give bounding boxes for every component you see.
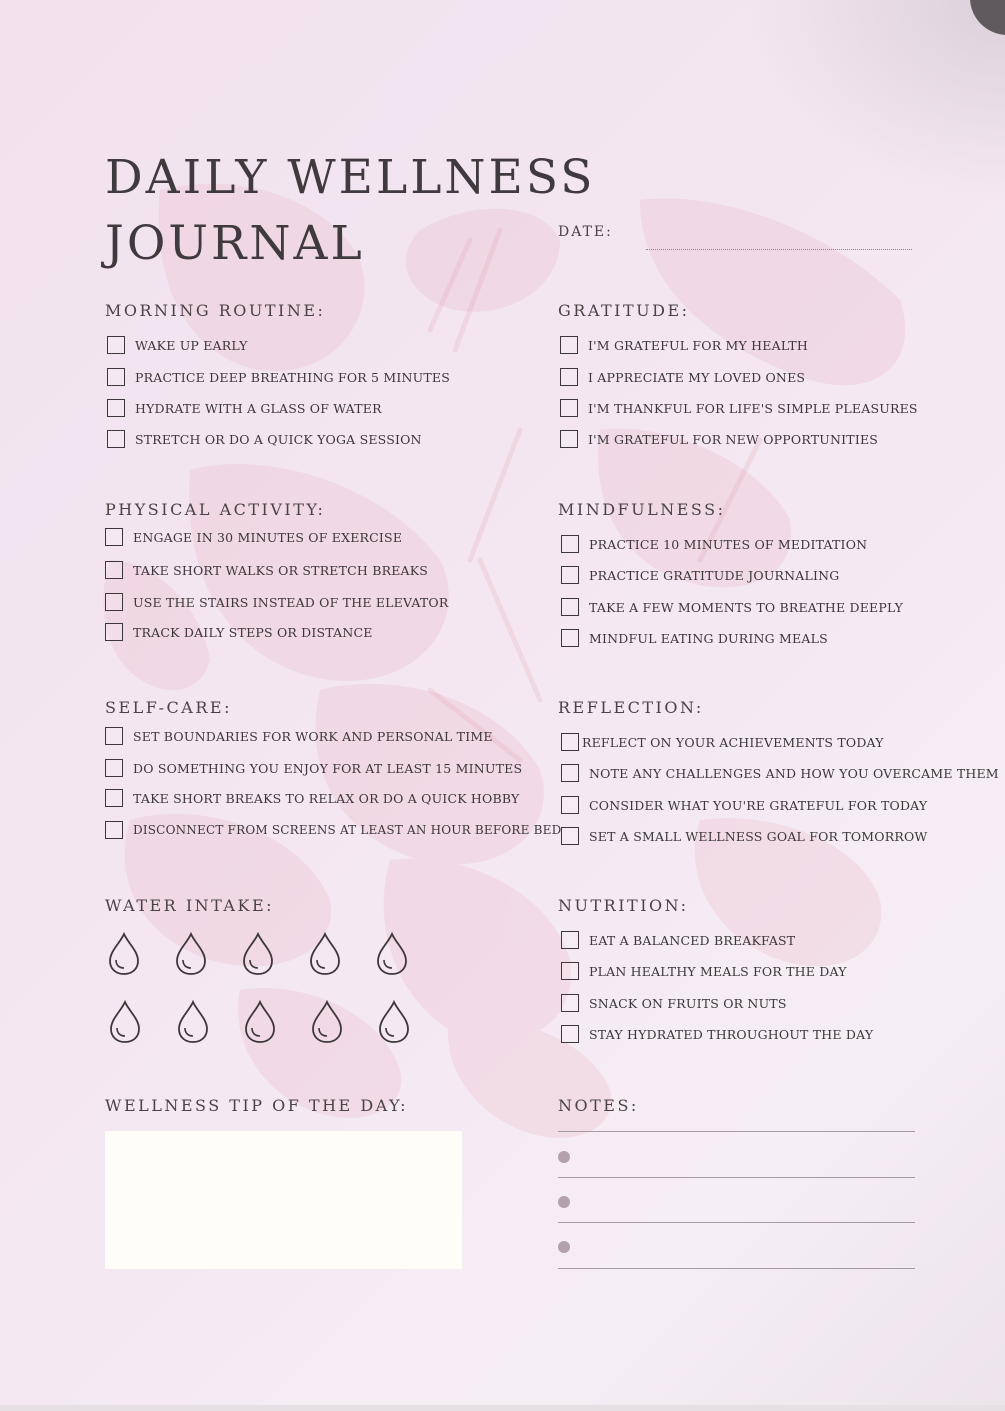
water-drop-icon[interactable] — [176, 1000, 210, 1044]
list-item: TRACK DAILY STEPS OR DISTANCE — [105, 623, 373, 641]
checkbox-icon[interactable] — [105, 727, 123, 745]
water-drop-icon[interactable] — [308, 932, 342, 976]
checkbox-icon[interactable] — [560, 336, 578, 354]
list-item: PLAN HEALTHY MEALS FOR THE DAY — [561, 962, 847, 980]
water-intake-heading: WATER INTAKE: — [105, 896, 275, 915]
list-item: EAT A BALANCED BREAKFAST — [561, 931, 795, 949]
checkbox-icon[interactable] — [105, 528, 123, 546]
checkbox-icon[interactable] — [105, 623, 123, 641]
list-item: SET A SMALL WELLNESS GOAL FOR TOMORROW — [561, 827, 927, 845]
list-item: ENGAGE IN 30 MINUTES OF EXERCISE — [105, 528, 402, 546]
checkbox-icon[interactable] — [107, 336, 125, 354]
checkbox-icon[interactable] — [561, 598, 579, 616]
bullet-dot-icon — [558, 1196, 570, 1208]
nutrition-heading: NUTRITION: — [558, 896, 689, 915]
water-drop-icon[interactable] — [241, 932, 275, 976]
list-item: DO SOMETHING YOU ENJOY FOR AT LEAST 15 MINUTES — [105, 759, 522, 777]
list-item: TAKE A FEW MOMENTS TO BREATHE DEEPLY — [561, 598, 903, 616]
mindfulness-heading: MINDFULNESS: — [558, 500, 726, 519]
water-drop-icon[interactable] — [375, 932, 409, 976]
list-item: I'M GRATEFUL FOR MY HEALTH — [560, 336, 808, 354]
water-drop-icon[interactable] — [107, 932, 141, 976]
water-drop-icon[interactable] — [174, 932, 208, 976]
checkbox-icon[interactable] — [561, 629, 579, 647]
note-line[interactable] — [558, 1131, 915, 1132]
checkbox-icon[interactable] — [107, 368, 125, 386]
list-item: CONSIDER WHAT YOU'RE GRATEFUL FOR TODAY — [561, 796, 927, 814]
water-drop-icon[interactable] — [377, 1000, 411, 1044]
title-line-1: DAILY WELLNESS — [105, 150, 596, 205]
water-drop-icon[interactable] — [310, 1000, 344, 1044]
note-line[interactable] — [558, 1177, 915, 1178]
morning-routine-heading: MORNING ROUTINE: — [105, 301, 326, 320]
bullet-dot-icon — [558, 1241, 570, 1253]
checkbox-icon[interactable] — [105, 561, 123, 579]
list-item: STRETCH OR DO A QUICK YOGA SESSION — [107, 430, 422, 448]
note-line[interactable] — [558, 1268, 915, 1269]
water-drop-icon[interactable] — [108, 1000, 142, 1044]
checkbox-icon[interactable] — [561, 796, 579, 814]
list-item: SET BOUNDARIES FOR WORK AND PERSONAL TIME — [105, 727, 493, 745]
checkbox-icon[interactable] — [561, 994, 579, 1012]
list-item: HYDRATE WITH A GLASS OF WATER — [107, 399, 382, 417]
page-bottom-edge — [0, 1405, 1005, 1411]
date-field[interactable] — [646, 249, 912, 250]
note-line[interactable] — [558, 1222, 915, 1223]
checkbox-icon[interactable] — [105, 821, 123, 839]
checkbox-icon[interactable] — [107, 430, 125, 448]
list-item: I'M GRATEFUL FOR NEW OPPORTUNITIES — [560, 430, 878, 448]
corner-shade — [745, 0, 1005, 200]
page-title — [105, 145, 595, 277]
bullet-dot-icon — [558, 1151, 570, 1163]
reflection-heading: REFLECTION: — [558, 698, 704, 717]
checkbox-icon[interactable] — [561, 733, 579, 751]
title-line-2: JOURNAL — [105, 216, 365, 271]
checkbox-icon[interactable] — [561, 764, 579, 782]
list-item: PRACTICE DEEP BREATHING FOR 5 MINUTES — [107, 368, 450, 386]
checkbox-icon[interactable] — [561, 962, 579, 980]
checkbox-icon[interactable] — [560, 368, 578, 386]
checkbox-icon[interactable] — [560, 399, 578, 417]
list-item: MINDFUL EATING DURING MEALS — [561, 629, 828, 647]
list-item: PRACTICE GRATITUDE JOURNALING — [561, 566, 840, 584]
checkbox-icon[interactable] — [561, 931, 579, 949]
checkbox-icon[interactable] — [561, 1025, 579, 1043]
date-label: DATE: — [558, 224, 613, 240]
list-item: TAKE SHORT WALKS OR STRETCH BREAKS — [105, 561, 428, 579]
list-item: I'M THANKFUL FOR LIFE'S SIMPLE PLEASURES — [560, 399, 918, 417]
checkbox-icon[interactable] — [105, 593, 123, 611]
list-item: I APPRECIATE MY LOVED ONES — [560, 368, 805, 386]
list-item: WAKE UP EARLY — [107, 336, 248, 354]
list-item: DISCONNECT FROM SCREENS AT LEAST AN HOUR BEFORE BED — [105, 821, 561, 839]
list-item: PRACTICE 10 MINUTES OF MEDITATION — [561, 535, 867, 553]
checkbox-icon[interactable] — [107, 399, 125, 417]
checkbox-icon[interactable] — [561, 827, 579, 845]
self-care-heading: SELF-CARE: — [105, 698, 232, 717]
checkbox-icon[interactable] — [561, 535, 579, 553]
checkbox-icon[interactable] — [561, 566, 579, 584]
list-item: USE THE STAIRS INSTEAD OF THE ELEVATOR — [105, 593, 449, 611]
list-item: REFLECT ON YOUR ACHIEVEMENTS TODAY — [561, 733, 884, 751]
checkbox-icon[interactable] — [105, 759, 123, 777]
checkbox-icon[interactable] — [560, 430, 578, 448]
wellness-tip-box[interactable] — [105, 1131, 462, 1269]
list-item: STAY HYDRATED THROUGHOUT THE DAY — [561, 1025, 873, 1043]
water-drop-icon[interactable] — [243, 1000, 277, 1044]
list-item: SNACK ON FRUITS OR NUTS — [561, 994, 787, 1012]
physical-activity-heading: PHYSICAL ACTIVITY: — [105, 500, 326, 519]
wellness-tip-heading: WELLNESS TIP OF THE DAY: — [105, 1096, 409, 1115]
list-item: NOTE ANY CHALLENGES AND HOW YOU OVERCAME THEM — [561, 764, 999, 782]
gratitude-heading: GRATITUDE: — [558, 301, 690, 320]
notes-heading: NOTES: — [558, 1096, 639, 1115]
list-item: TAKE SHORT BREAKS TO RELAX OR DO A QUICK HOBBY — [105, 789, 519, 807]
checkbox-icon[interactable] — [105, 789, 123, 807]
